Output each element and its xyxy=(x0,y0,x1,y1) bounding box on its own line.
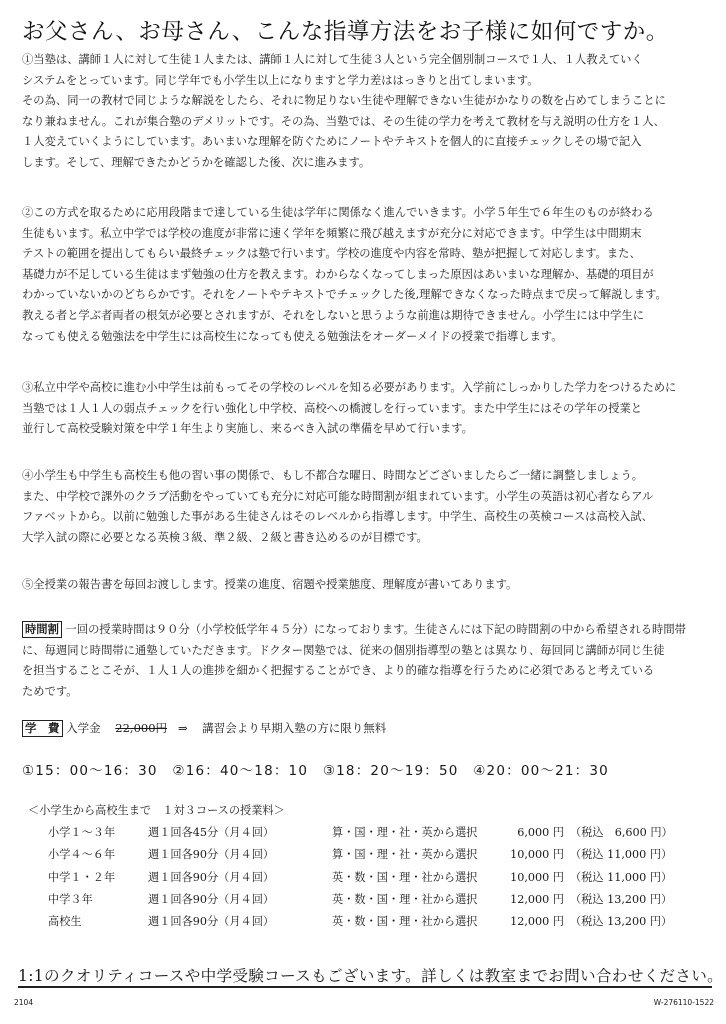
tax-cell: （税込 11,000 円） xyxy=(570,848,673,862)
grade-cell: 小学１〜３年 xyxy=(48,826,116,839)
admission-fee-note: 講習会より早期入塾の方に限り無料 xyxy=(202,721,387,735)
paragraph-line: 生徒もいます。私立中学では学校の進度が非常に速く学年を頻繁に飛び越えますが充分に対応できます。中学生は中間期末 xyxy=(22,226,642,240)
schedule-cell: 週１回各45分（月４回） xyxy=(148,826,275,839)
subjects-cell: 算・国・理・社・英から選択 xyxy=(332,826,478,839)
admission-fee-item: 入学金 xyxy=(66,721,101,735)
fee-table-heading: ＜小学生から高校生まで １対３コースの授業料＞ xyxy=(28,804,285,817)
paragraph-line: 基礎力が不足している生徒はまず勉強の仕方を教えます。わからなくなってしまった原因はあいまいな理解か、基礎的項目が xyxy=(22,267,654,281)
schedule-label: 時間割 xyxy=(22,621,62,638)
paragraph-line: 並行して高校受験対策を中学１年生より実施し、来るべき入試の準備を早めて行います。 xyxy=(22,422,473,436)
schedule-cell: 週１回各90分（月４回） xyxy=(148,892,275,906)
paragraph-line: ④小学生も中学生も高校生も他の習い事の関係で、もし不都合な曜日、時間などございましたらご一緒に調整しましょう。 xyxy=(22,469,644,482)
paragraph-line: ①当塾は、講師１人に対して生徒１人または、講師１人に対して生徒３人という完全個別制コースで１人、１人教えていく xyxy=(22,53,643,66)
schedule-line: に、毎週同じ時間帯に通塾していただきます。ドクター関塾では、従来の個別指導型の塾とは異なり、毎回同じ講師が同じ生徒 xyxy=(22,643,665,657)
paragraph-4 xyxy=(22,466,710,548)
paragraph-line: します。そして、理解できたかどうかを確認した後、次に進みます。 xyxy=(22,155,371,169)
table-row xyxy=(38,891,718,913)
schedule-cell: 週１回各90分（月４回） xyxy=(148,870,275,884)
grade-cell: 中学１・２年 xyxy=(48,870,116,884)
tax-cell: （税込 6,600 円） xyxy=(570,826,673,839)
paragraph-line: なり兼ねません。これが集合塾のデメリットです。その為、当塾では、その生徒の学力を考えて教材を与え説明の仕方を１人、 xyxy=(22,114,665,128)
paragraph-line: ファベットから。以前に勉強した事がある生徒さんはそのレベルから指導します。中学生、高校生の英検コースは高校入試、 xyxy=(22,510,653,524)
paragraph-line: わかっていないかのどちらかです。それをノートやテキストでチェックした後,理解できなくなった時点まで戻って解説します。 xyxy=(22,288,667,302)
admission-fee-row xyxy=(22,720,386,737)
schedule-line: を担当することこそが、１人１人の進捗を細かく把握することができ、より的確な指導を行うために必須であると考えている xyxy=(22,664,655,678)
paragraph-5 xyxy=(22,575,710,596)
schedule-line: ためです。 xyxy=(22,684,78,698)
grade-cell: 高校生 xyxy=(48,915,82,929)
fee-table xyxy=(38,824,718,935)
tax-cell: （税込 13,200 円） xyxy=(570,892,673,906)
paragraph-3 xyxy=(22,378,710,440)
arrow-icon: ⇒ xyxy=(178,721,188,735)
paragraph-line: ③私立中学や高校に進む小中学生は前もってその学校のレベルを知る必要があります。入学前にしっかりした学力をつけるために xyxy=(22,381,677,394)
footer-divider xyxy=(18,986,712,988)
grade-cell: 中学３年 xyxy=(48,892,93,906)
paragraph-line: １人変えていくようにしています。あいまいな理解を防ぐためにノートやテキストを個人的に直接チェックしその場で記入 xyxy=(22,135,642,149)
paragraph-line: なっても使える勉強法を中学生には高校生になっても使える勉強法をオーダーメイドの授業で指導します。 xyxy=(22,329,563,343)
paragraph-1 xyxy=(22,50,710,174)
schedule-section xyxy=(22,620,710,702)
document-code-left: 2104 xyxy=(14,998,34,1007)
price-cell: 10,000 円 xyxy=(510,870,564,884)
price-cell: 10,000 円 xyxy=(510,848,564,862)
table-row xyxy=(38,846,718,868)
schedule-first-line xyxy=(22,620,710,641)
paragraph-line: ⑤全授業の報告書を毎回お渡しします。授業の進度、宿題や授業態度、理解度が書いてあります。 xyxy=(22,578,518,591)
paragraph-line: また、中学校で課外のクラブ活動をやっていても充分に対応可能な時間割が組まれています。小学生の英語は初心者ならアル xyxy=(22,489,654,503)
price-cell: 12,000 円 xyxy=(510,892,564,906)
paragraph-line: システムをとっています。同じ学年でも小学生以上になりますと学力差ははっきりと出てしまいます。 xyxy=(22,73,539,87)
paragraph-line: テストの範囲を提出してもらい最終チェックは塾で行います。学校の進度や内容を常時、塾が把握して対応します。また、 xyxy=(22,247,641,261)
subjects-cell: 英・数・国・理・社から選択 xyxy=(332,892,478,906)
table-row xyxy=(38,913,718,935)
price-cell: 6,000 円 xyxy=(517,826,564,839)
paragraph-line: ②この方式を取るために応用段階まで達している生徒は学年に関係なく進んでいきます。小学５年生で６年生のものが終わる xyxy=(22,206,654,219)
tax-cell: （税込 11,000 円） xyxy=(570,870,673,884)
subjects-cell: 英・数・国・理・社から選択 xyxy=(332,915,478,929)
tax-cell: （税込 13,200 円） xyxy=(570,915,673,929)
table-row xyxy=(38,869,718,891)
page-title: お父さん、お母さん、こんな指導方法をお子様に如何ですか。 xyxy=(22,19,669,45)
paragraph-2 xyxy=(22,203,710,347)
paragraph-line: 教える者と学ぶ者両者の根気が必要とされますが、それをしないと思うような前進は期待できません。小学生には中学生に xyxy=(22,308,645,322)
schedule-cell: 週１回各90分（月４回） xyxy=(148,848,275,862)
subjects-cell: 算・国・理・社・英から選択 xyxy=(332,848,478,862)
document-code-right: W-276110-1522 xyxy=(653,998,714,1007)
table-row xyxy=(38,824,718,846)
fees-label: 学 費 xyxy=(22,720,63,737)
schedule-cell: 週１回各90分（月４回） xyxy=(148,915,275,929)
paragraph-line: その為、同一の教材で同じような解説をしたら、それに物足りない生徒や理解できない生徒がかなりの数を占めてしまうことに xyxy=(22,94,666,108)
footer-note: 1:1のクオリティコースや中学受験コースもございます。詳しくは教室までお問い合わせください。 xyxy=(18,967,724,985)
schedule-line: 一回の授業時間は９０分（小学校低学年４５分）になっております。生徒さんには下記の時間割の中から希望される時間帯 xyxy=(65,623,686,636)
paragraph-line: 当塾では１人１人の弱点チェックを行い強化し中学校、高校への橋渡しを行っています。また中学生にはその学年の授業と xyxy=(22,401,643,415)
grade-cell: 小学４〜６年 xyxy=(48,848,116,862)
paragraph-line: 大学入試の際に必要となる英検３級、準２級、２級と書き込めるのが目標です。 xyxy=(22,530,428,544)
price-cell: 12,000 円 xyxy=(510,915,564,929)
timeslots: ①15：00〜16：30 ②16：40〜18：10 ③18：20〜19：50 ④20：00〜21：30 xyxy=(22,763,609,779)
admission-fee-old-price: 22,000円 xyxy=(115,721,168,735)
subjects-cell: 英・数・国・理・社から選択 xyxy=(332,870,478,884)
